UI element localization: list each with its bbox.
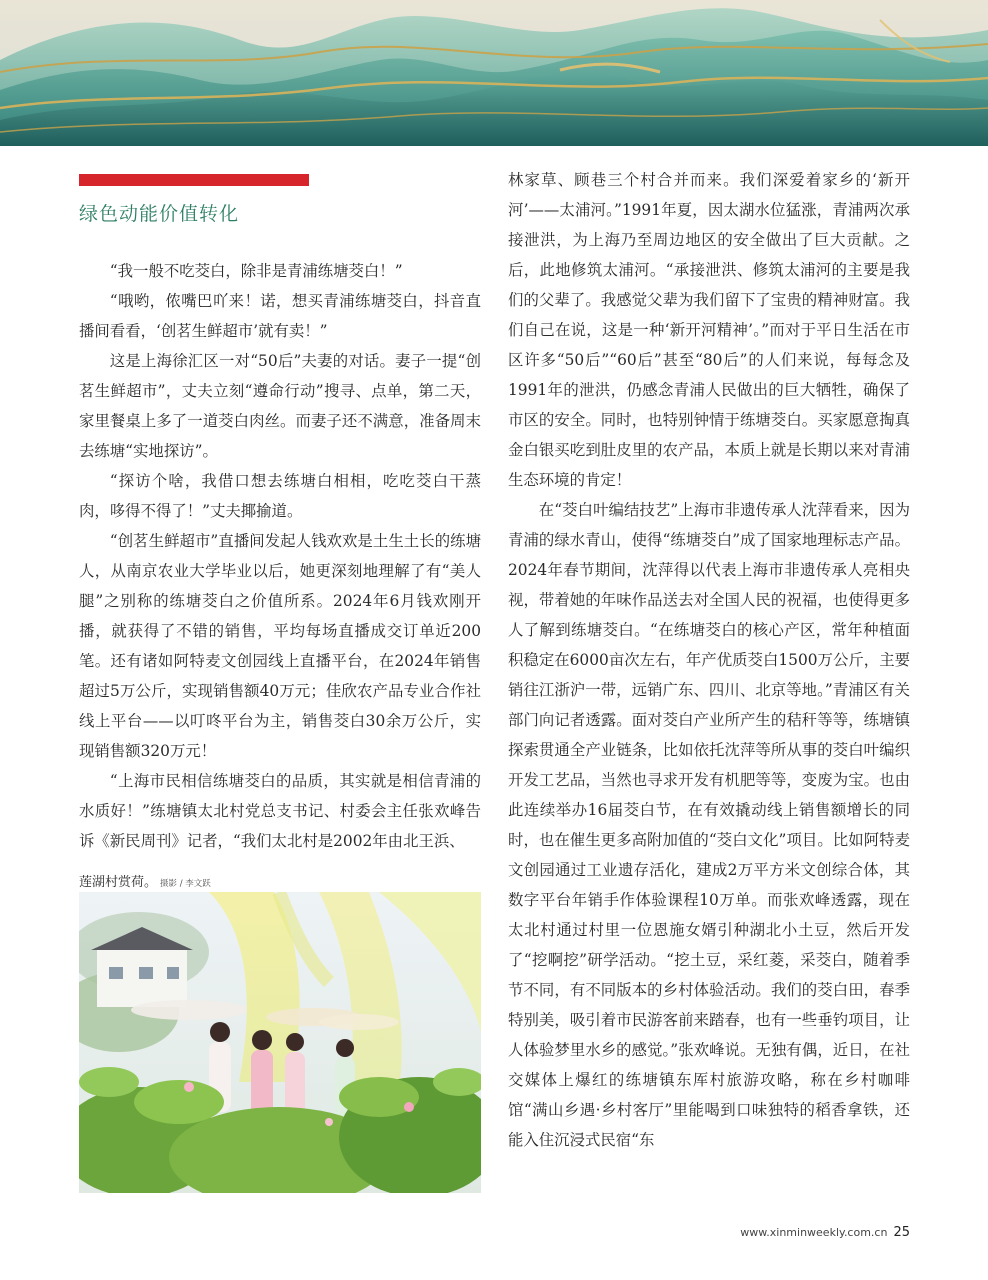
article-paragraph: “探访个啥，我借口想去练塘白相相，吃吃茭白干蒸肉，哆得不得了！”丈夫揶揄道。 [79,472,481,520]
page-number: 25 [893,1225,910,1240]
article-paragraph: “哦哟，侬嘴巴吖来！诺，想买青浦练塘茭白，抖音直播间看看，‘创茗生鲜超市’就有卖！” [79,292,481,340]
article-paragraph: “上海市民相信练塘茭白的品质，其实就是相信青浦的水质好！”练塘镇太北村党总支书记、村委会主任张欢峰告诉《新民周刊》记者，“我们太北村是2002年由北王浜、 [79,772,481,850]
article-column-left [79,256,481,858]
article-paragraph: “创茗生鲜超市”直播间发起人钱欢欢是土生土长的练塘人，从南京农业大学毕业以后，她更深刻地理解了有“美人腿”之别称的练塘茭白之价值所系。2024年6月钱欢刚开播，就获得了不错的销售，平均每场直播成交订单近200笔。还有诸如阿特麦文创园线上直播平台，在2024年销售超过5万公斤，实现销售额40万元；佳欣农产品专业合作社线上平台——以叮咚平台为主，销售茭白30余万公斤，实现销售额320万元！ [79,532,481,760]
article-paragraph: 林家草、顾巷三个村合并而来。我们深爱着家乡的‘新开河’——太浦河。”1991年夏，因太湖水位猛涨，青浦两次承接泄洪，为上海乃至周边地区的安全做出了巨大贡献。之后，此地修筑太浦河。“承接泄洪、修筑太浦河的主要是我们的父辈了。我感觉父辈为我们留下了宝贵的精神财富。我们自己在说，这是一种‘新开河精神’。”而对于平日生活在市区许多“50后”“60后”甚至“80后”的人们来说，每每念及1991年的泄洪，仍感念青浦人民做出的巨大牺牲，确保了市区的安全。同时，也特别钟情于练塘茭白。买家愿意掏真金白银买吃到肚皮里的农产品，本质上就是长期以来对青浦生态环境的肯定！ [508,171,910,489]
photo-credit: 摄影 / 李文跃 [160,879,211,889]
mountain-banner-illustration [0,0,988,146]
article-paragraph: 这是上海徐汇区一对“50后”夫妻的对话。妻子一提“创茗生鲜超市”，丈夫立刻“遵命行动”搜寻、点单，第二天，家里餐桌上多了一道茭白肉丝。而妻子还不满意，准备周末去练塘“实地探访”。 [79,352,481,460]
article-paragraph: “我一般不吃茭白，除非是青浦练塘茭白！” [109,262,403,280]
photo-caption-text: 莲湖村赏荷。 [79,875,158,890]
section-accent-bar [79,174,309,186]
footer-url: www.xinminweekly.com.cn [740,1226,888,1239]
page-footer [740,1225,910,1240]
lotus-pond-photo [79,892,481,1193]
section-title: 绿色动能价值转化 [79,203,240,225]
photo-caption [79,871,211,890]
article-paragraph: 在“茭白叶编结技艺”上海市非遗传承人沈萍看来，因为青浦的绿水青山，使得“练塘茭白”成了国家地理标志产品。2024年春节期间，沈萍得以代表上海市非遗传承人亮相央视，带着她的年味作品送去对全国人民的祝福，也使得更多人了解到练塘茭白。“在练塘茭白的核心产区，常年种植面积稳定在6000亩次左右，年产优质茭白1500万公斤，主要销往江浙沪一带，远销广东、四川、北京等地。”青浦区有关部门向记者透露。面对茭白产业所产生的秸秆等等，练塘镇探索贯通全产业链条，比如依托沈萍等所从事的茭白叶编织开发工艺品，当然也寻求开发有机肥等等，变废为宝。也由此连续举办16届茭白节，在有效撬动线上销售额增长的同时，也在催生更多高附加值的“茭白文化”项目。比如阿特麦文创园通过工业遗存活化，建成2万平方米文创综合体，其数字平台年销手作体验课程10万单。而张欢峰透露，现在太北村通过村里一位恩施女婿引种湖北小土豆，然后开发了“挖啊挖”研学活动。“挖土豆，采红菱，采茭白，随着季节不同，有不同版本的乡村体验活动。我们的茭白田，春季特别美，吸引着市民游客前来踏春，也有一些垂钓项目，让人体验梦里水乡的感觉。”张欢峰说。无独有偶，近日，在社交媒体上爆红的练塘镇东厍村旅游攻略，称在乡村咖啡馆“满山乡遇·乡村客厅”里能喝到口味独特的稻香拿铁，还能入住沉浸式民宿“东 [508,501,910,1149]
article-column-right [508,165,910,1185]
